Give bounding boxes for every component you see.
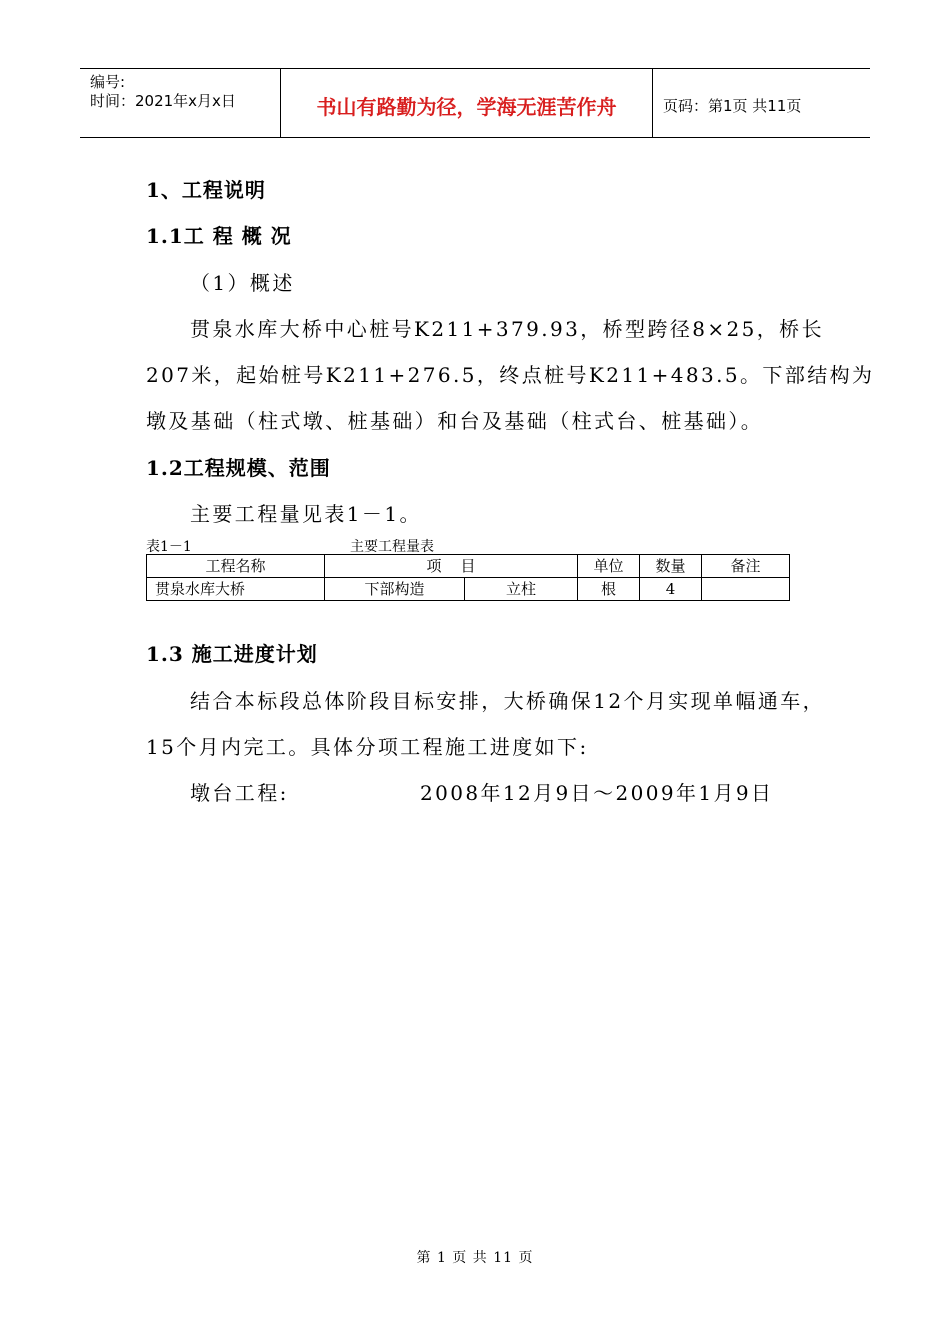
- table-row: [147, 578, 790, 601]
- cell-sub: 立柱: [465, 578, 578, 601]
- section-1-1-subheading: （1）概述: [190, 271, 295, 295]
- header-page-info: 页码：第1页 共11页: [663, 96, 802, 115]
- overview-paragraph-line-2: 207米，起始桩号K211+276.5，终点桩号K211+483.5。下部结构为: [146, 363, 875, 387]
- section-1-1-heading: 1.1工 程 概 况: [146, 224, 292, 248]
- schedule-paragraph-line-1: 结合本标段总体阶段目标安排，大桥确保12个月实现单幅通车，: [190, 689, 826, 713]
- page-header: [80, 68, 870, 138]
- section-1-3-heading: 1.3 施工进度计划: [146, 642, 318, 666]
- page-footer: 第 1 页 共 11 页: [416, 1250, 534, 1266]
- cell-name: 贯泉水库大桥: [147, 578, 325, 601]
- cell-part: 下部构造: [325, 578, 465, 601]
- schedule-paragraph-line-2: 15个月内完工。具体分项工程施工进度如下:: [146, 735, 589, 759]
- section-1-heading: 1、工程说明: [146, 178, 266, 202]
- scope-paragraph: 主要工程量见表1－1。: [190, 502, 422, 526]
- header-cell-note: 备注: [702, 555, 790, 578]
- cell-unit: 根: [578, 578, 640, 601]
- overview-paragraph-line-3: 墩及基础（柱式墩、桩基础）和台及基础（柱式台、桩基础）。: [146, 409, 764, 433]
- header-cell-qty: 数量: [640, 555, 702, 578]
- cell-qty: 4: [640, 578, 702, 601]
- table-label: 表1－1: [146, 539, 192, 555]
- schedule-label: 墩台工程:: [190, 781, 289, 805]
- cell-note: [702, 578, 790, 601]
- header-motto: 书山有路勤为径，学海无涯苦作舟: [281, 69, 653, 137]
- overview-paragraph-line-1: 贯泉水库大桥中心桩号K211+379.93，桥型跨径8×25，桥长: [190, 317, 824, 341]
- section-1-2-heading: 1.2工程规模、范围: [146, 456, 331, 480]
- schedule-value: 2008年12月9日～2009年1月9日: [420, 781, 774, 805]
- table-header-row: [147, 555, 790, 578]
- header-cell-unit: 单位: [578, 555, 640, 578]
- quantity-table: [146, 554, 790, 601]
- header-cell-item: 项 目: [325, 555, 578, 578]
- header-cell-name: 工程名称: [147, 555, 325, 578]
- table-title: 主要工程量表: [350, 539, 434, 555]
- serial-label: 编号:: [90, 73, 126, 91]
- time-label: 时间：2021年x月x日: [90, 92, 236, 110]
- header-meta: [80, 69, 281, 137]
